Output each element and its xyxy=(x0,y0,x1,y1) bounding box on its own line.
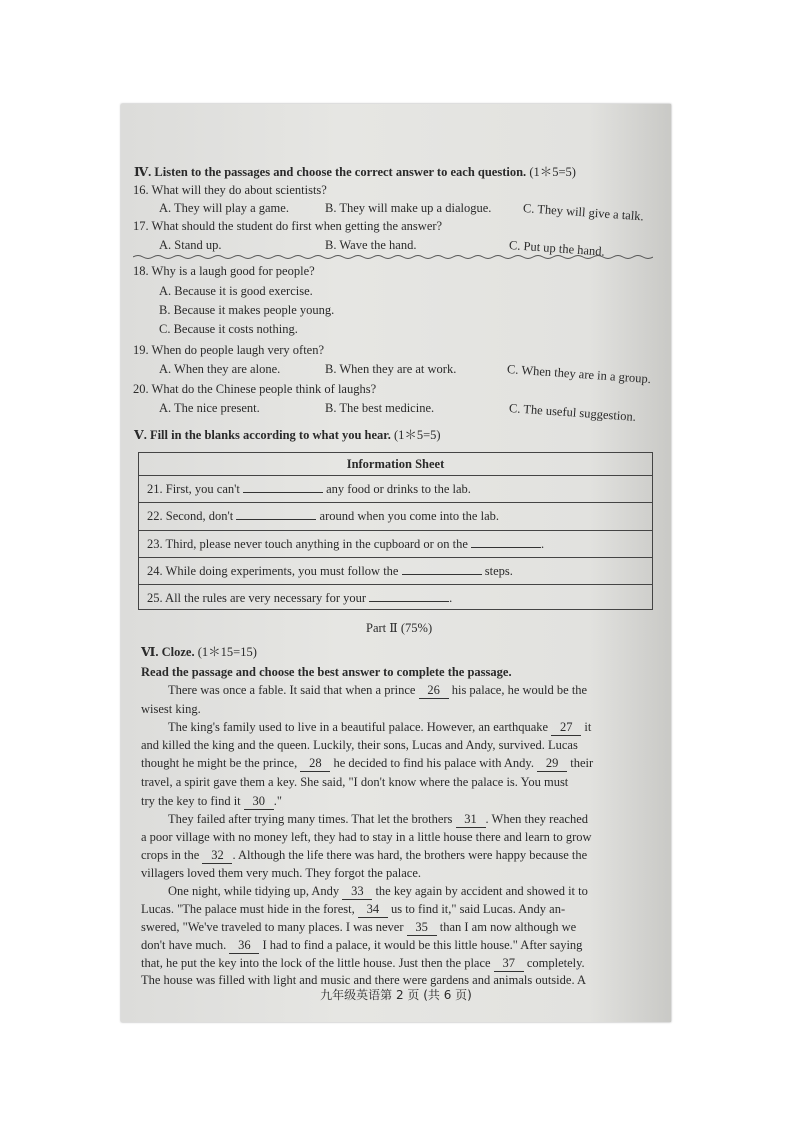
table-row-23: 23. Third, please never touch anything in the cupboard or on the . xyxy=(139,530,652,557)
exam-page xyxy=(121,104,671,1022)
table-row-25: 25. All the rules are very necessary for your . xyxy=(139,584,652,609)
cloze-instruction: Read the passage and choose the best answer to complete the passage. xyxy=(141,665,512,679)
q17-option-b: B. Wave the hand. xyxy=(325,238,417,252)
cloze-line-3: The king's family used to live in a beautiful palace. However, an earthquake 27 it xyxy=(168,720,592,734)
table-row-22: 22. Second, don't around when you come into the lab. xyxy=(139,502,652,530)
cloze-line-5: thought he might be the prince, 28 he decided to find his palace with Andy. 29 their xyxy=(141,756,594,770)
cloze-line-10: crops in the 32 . Although the life there was hard, the brothers were happy because the xyxy=(141,848,588,862)
cloze-line-7: try the key to find it 30 ." xyxy=(141,794,282,808)
q18-option-a: A. Because it is good exercise. xyxy=(159,284,313,298)
q17-option-c: C. Put up the hand. xyxy=(508,238,606,259)
cloze-line-9: a poor village with no money left, they had to stay in a little house there and learn to grow xyxy=(141,830,592,844)
question-19: 19. When do people laugh very often? xyxy=(133,343,325,357)
cloze-line-4: and killed the king and the queen. Luckily, their sons, Lucas and Andy, survived. Lucas xyxy=(141,738,578,752)
question-20: 20. What do the Chinese people think of laughs? xyxy=(133,382,377,396)
question-16: 16. What will they do about scientists? xyxy=(133,183,327,197)
q16-option-a: A. They will play a game. xyxy=(159,201,289,215)
q19-option-c: C. When they are in a group. xyxy=(506,362,652,387)
cloze-line-12: One night, while tidying up, Andy 33 the key again by accident and showed it to xyxy=(168,884,588,898)
q20-option-a: A. The nice present. xyxy=(159,401,260,415)
question-18: 18. Why is a laugh good for people? xyxy=(133,264,315,278)
cloze-line-15: don't have much. 36 I had to find a palace, it would be this little house." After saying xyxy=(141,938,583,952)
cloze-line-1: There was once a fable. It said that when a prince 26 his palace, he would be the xyxy=(168,683,588,697)
cloze-line-14: swered, "We've traveled to many places. I was never 35 than I am now although we xyxy=(141,920,577,934)
section4-heading: Ⅳ. Listen to the passages and choose the correct answer to each question. (1＊5=5) xyxy=(134,165,576,179)
page-footer: 九年级英语第 2 页 (共 6 页) xyxy=(320,988,472,1002)
question-17: 17. What should the student do first when getting the answer? xyxy=(133,219,443,233)
section6-heading: Ⅵ. Cloze. (1＊15=15) xyxy=(141,645,257,659)
q16-option-c: C. They will give a talk. xyxy=(522,201,645,224)
q20-option-b: B. The best medicine. xyxy=(325,401,435,415)
q16-option-b: B. They will make up a dialogue. xyxy=(325,201,492,215)
q19-option-a: A. When they are alone. xyxy=(159,362,281,376)
table-row-21: 21. First, you can't any food or drinks to the lab. xyxy=(139,475,652,502)
cloze-line-17: The house was filled with light and music and there were gardens and animals outside. A xyxy=(141,973,587,987)
table-title: Information Sheet xyxy=(346,457,445,471)
wavy-divider xyxy=(133,254,653,260)
cloze-line-6: travel, a spirit gave them a key. She said, "I don't know where the palace is. You must xyxy=(141,775,569,789)
q18-option-c: C. Because it costs nothing. xyxy=(159,322,298,336)
cloze-line-8: They failed after trying many times. That let the brothers 31 . When they reached xyxy=(168,812,589,826)
cloze-line-13: Lucas. "The palace must hide in the forest, 34 us to find it," said Lucas. Andy an- xyxy=(141,902,566,916)
information-sheet-table xyxy=(138,452,653,610)
cloze-line-2: wisest king. xyxy=(141,702,201,716)
q19-option-b: B. When they are at work. xyxy=(325,362,457,376)
q17-option-a: A. Stand up. xyxy=(159,238,222,252)
q18-option-b: B. Because it makes people young. xyxy=(159,303,335,317)
q20-option-c: C. The useful suggestion. xyxy=(508,401,637,424)
cloze-line-11: villagers loved them very much. They forgot the palace. xyxy=(141,866,422,880)
table-row-24: 24. While doing experiments, you must follow the steps. xyxy=(139,557,652,584)
cloze-line-16: that, he put the key into the lock of the little house. Just then the place 37 completely. xyxy=(141,956,585,970)
part2-title: Part Ⅱ (75%) xyxy=(366,621,433,635)
section5-heading: Ⅴ. Fill in the blanks according to what you hear. (1＊5=5) xyxy=(134,428,441,442)
